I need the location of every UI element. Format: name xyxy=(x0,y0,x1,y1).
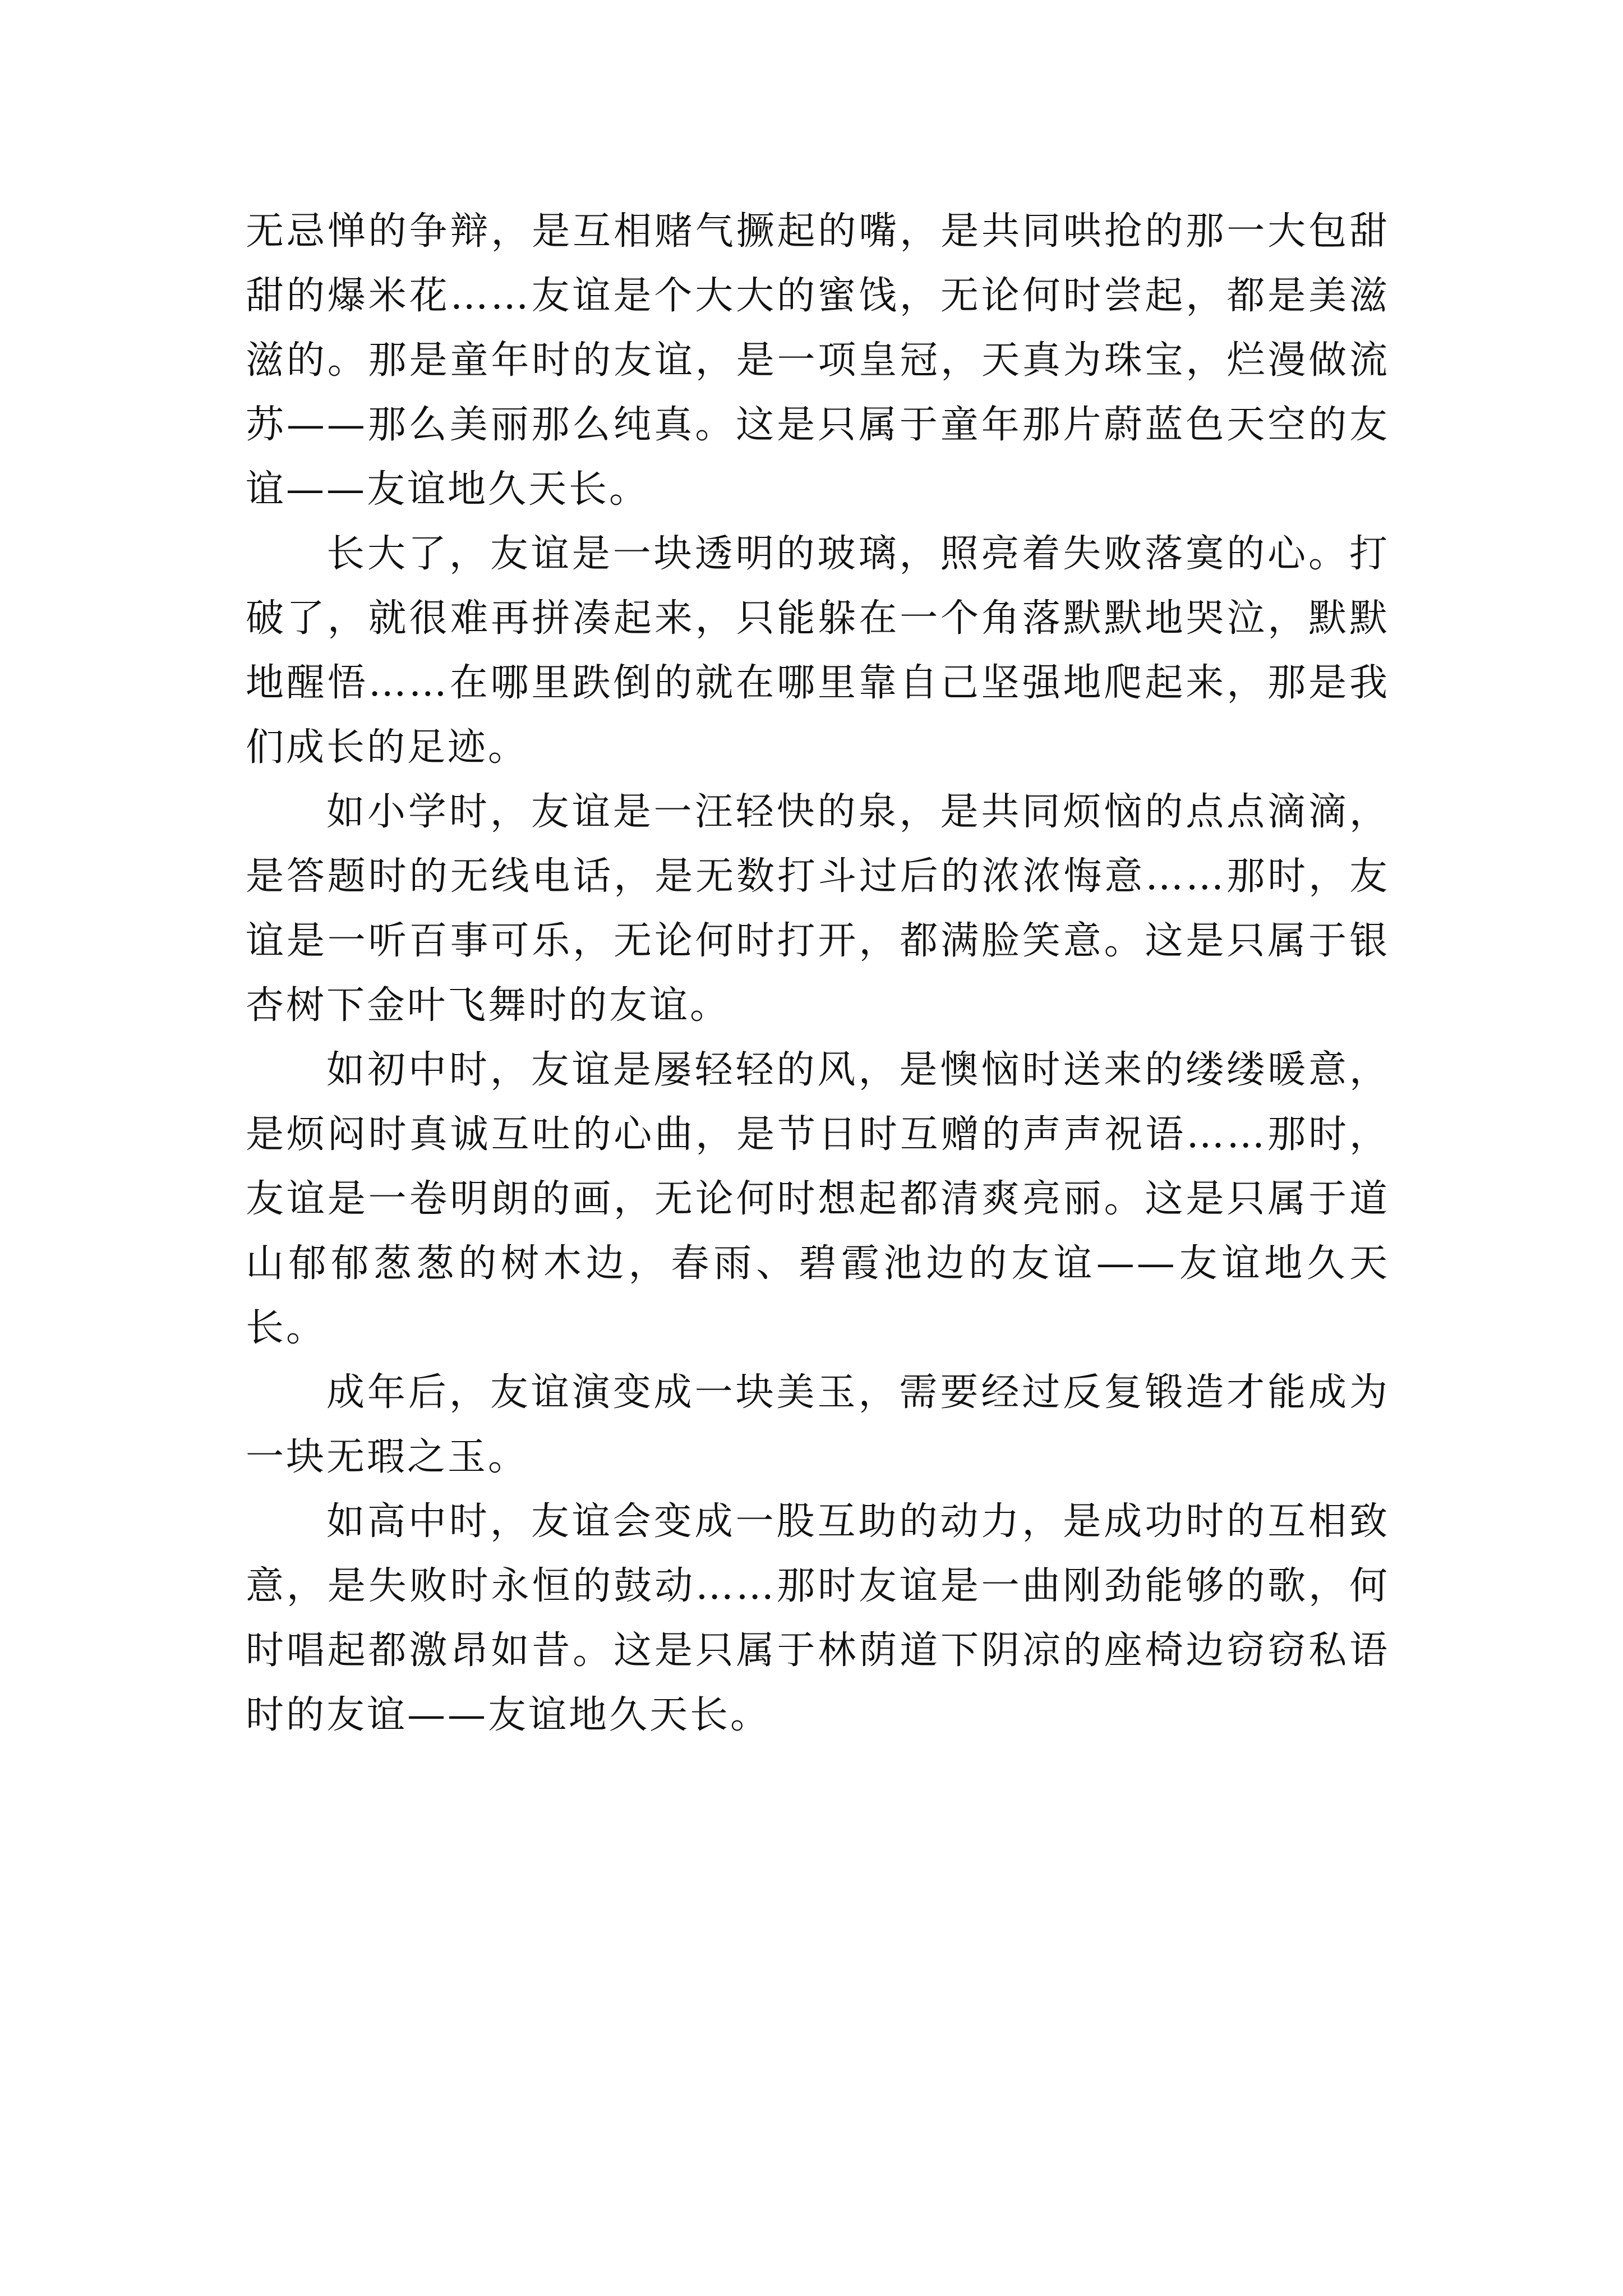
paragraph-2: 长大了，友谊是一块透明的玻璃，照亮着失败落寞的心。打破了，就很难再拼凑起来，只能躲在一个角落默默地哭泣，默默地醒悟……在哪里跌倒的就在哪里靠自己坚强地爬起来，那是我们成长的足迹。 xyxy=(246,532,1390,770)
paragraph-4: 如初中时，友谊是屡轻轻的风，是懊恼时送来的缕缕暖意，是烦闷时真诚互吐的心曲，是节日时互赠的声声祝语……那时，友谊是一卷明朗的画，无论何时想起都清爽亮丽。这是只属于道山郁郁葱葱的树木边，春雨、碧霞池边的友谊——友谊地久天长。 xyxy=(246,1048,1390,1350)
body-text xyxy=(246,199,1390,1747)
paragraph-1: 无忌惮的争辩，是互相赌气撅起的嘴，是共同哄抢的那一大包甜甜的爆米花……友谊是个大大的蜜饯，无论何时尝起，都是美滋滋的。那是童年时的友谊，是一项皇冠，天真为珠宝，烂漫做流苏——那么美丽那么纯真。这是只属于童年那片蔚蓝色天空的友谊——友谊地久天长。 xyxy=(246,209,1390,512)
paragraph-3: 如小学时，友谊是一汪轻快的泉，是共同烦恼的点点滴滴，是答题时的无线电话，是无数打斗过后的浓浓悔意……那时，友谊是一听百事可乐，无论何时打开，都满脸笑意。这是只属于银杏树下金叶飞舞时的友谊。 xyxy=(246,790,1390,1028)
paragraph-5: 成年后，友谊演变成一块美玉，需要经过反复锻造才能成为一块无瑕之玉。 xyxy=(246,1370,1390,1479)
paragraph-6: 如高中时，友谊会变成一股互助的动力，是成功时的互相致意，是失败时永恒的鼓动……那时友谊是一曲刚劲能够的歌，何时唱起都激昂如昔。这是只属于林荫道下阴凉的座椅边窃窃私语时的友谊——友谊地久天长。 xyxy=(246,1499,1390,1737)
